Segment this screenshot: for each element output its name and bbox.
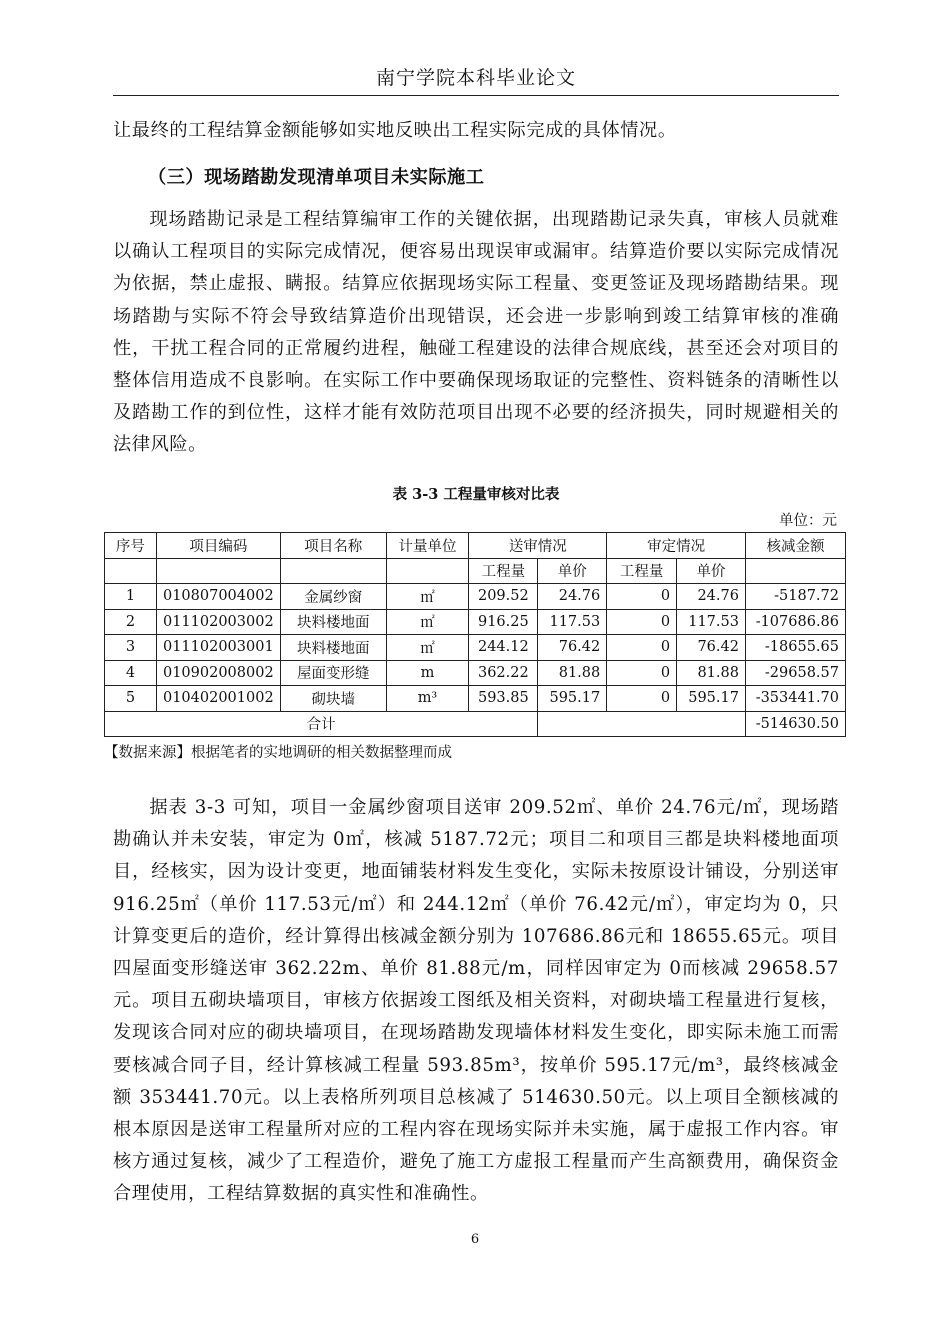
cell-code: 011102003002 bbox=[156, 609, 280, 635]
cell-seq: 4 bbox=[105, 660, 157, 686]
cell-approved-quantity: 0 bbox=[607, 584, 677, 610]
page-number: 6 bbox=[470, 1232, 480, 1247]
cell-name: 金属纱窗 bbox=[280, 584, 386, 610]
subheader-submitted-price: 单价 bbox=[538, 558, 607, 584]
audit-comparison-table bbox=[104, 532, 846, 737]
cell-code: 011102003001 bbox=[156, 635, 280, 661]
paragraph-1: 现场踏勘记录是工程结算编审工作的关键依据，出现踏勘记录失真，审核人员就难以确认工程项目的实际完成情况，便容易出现误审或漏审。结算造价要以实际完成情况为依据，禁止虚报、瞒报。结算应依据现场实际工程量、变更签证及现场踏勘结果。现场踏勘与实际不符会导致结算造价出现错误，还会进一步影响到竣工结算审核的准确性，干扰工程合同的正常履约进程，触碰工程建设的法律合规底线，甚至还会对项目的整体信用造成不良影响。在实际工作中要确保现场取证的完整性、资料链条的清晰性以及踏勘工作的到位性，这样才能有效防范项目出现不必要的经济损失，同时规避相关的法律风险。 bbox=[113, 209, 839, 456]
cell-seq: 1 bbox=[105, 584, 157, 610]
cell-reduction: -107686.86 bbox=[745, 609, 845, 635]
table-header-row bbox=[105, 533, 846, 559]
cell-name: 屋面变形缝 bbox=[280, 660, 386, 686]
header-seq: 序号 bbox=[105, 533, 157, 559]
header-unit: 计量单位 bbox=[386, 533, 469, 559]
cell-submitted-price: 81.88 bbox=[538, 660, 607, 686]
total-value: -514630.50 bbox=[745, 711, 845, 737]
header-submitted: 送审情况 bbox=[469, 533, 607, 559]
cell-unit: m³ bbox=[386, 686, 469, 712]
cell-submitted-quantity: 916.25 bbox=[469, 609, 538, 635]
cell-submitted-price: 76.42 bbox=[538, 635, 607, 661]
header-approved: 审定情况 bbox=[607, 533, 746, 559]
cell-submitted-quantity: 244.12 bbox=[469, 635, 538, 661]
cell-approved-quantity: 0 bbox=[607, 686, 677, 712]
cell-submitted-quantity: 593.85 bbox=[469, 686, 538, 712]
cell-submitted-quantity: 209.52 bbox=[469, 584, 538, 610]
cell-unit: m bbox=[386, 660, 469, 686]
table-row bbox=[105, 584, 846, 610]
cell-approved-price: 595.17 bbox=[677, 686, 746, 712]
header-name: 项目名称 bbox=[280, 533, 386, 559]
table-unit: 单位：元 bbox=[779, 513, 837, 529]
cell-code: 010902008002 bbox=[156, 660, 280, 686]
cell-submitted-price: 24.76 bbox=[538, 584, 607, 610]
source-note: 【数据来源】根据笔者的实地调研的相关数据整理而成 bbox=[104, 745, 452, 761]
cell-code: 010807004002 bbox=[156, 584, 280, 610]
cell-approved-quantity: 0 bbox=[607, 660, 677, 686]
cell-reduction: -18655.65 bbox=[745, 635, 845, 661]
cell-approved-quantity: 0 bbox=[607, 635, 677, 661]
cell-code: 010402001002 bbox=[156, 686, 280, 712]
intro-line: 让最终的工程结算金额能够如实地反映出工程实际完成的具体情况。 bbox=[113, 120, 677, 141]
cell-reduction: -353441.70 bbox=[745, 686, 845, 712]
cell-name: 块料楼地面 bbox=[280, 635, 386, 661]
paragraph-2: 据表 3-3 可知，项目一金属纱窗项目送审 209.52㎡、单价 24.76元/㎡，现场踏勘确认并未安装，审定为 0㎡，核减 5187.72元；项目二和项目三都是块料楼地面项目，经核实，因为设计变更，地面铺装材料发生变化，实际未按原设计铺设，分别送审 916.25㎡（单价 117.53元/㎡）和 244.12㎡（单价 76.42元/㎡），审定均为 0，只计算变更后的造价，经计算得出核减金额分别为 107686.86元和 18655.65元。项目四屋面变形缝送审 362.22m、单价 81.88元/m，同样因审定为 0而核减 29658.57元。项目五砌块墙项目，审核方依据竣工图纸及相关资料，对砌块墙工程量进行复核，发现该合同对应的砌块墙项目，在现场踏勘发现墙体材料发生变化，即实际未施工而需要核减合同子目，经计算核减工程量 593.85m³，按单价 595.17元/m³，最终核减金额 353441.70元。以上表格所列项目总核减了 514630.50元。以上项目全额核减的根本原因是送审工程量所对应的工程内容在现场实际并未实施，属于虚报工作内容。审核方通过复核，减少了工程造价，避免了施工方虚报工程量而产生高额费用，确保资金合理使用，工程结算数据的真实性和准确性。 bbox=[113, 797, 839, 1205]
table-caption: 表 3-3 工程量审核对比表 bbox=[392, 486, 560, 503]
table-row bbox=[105, 635, 846, 661]
cell-seq: 5 bbox=[105, 686, 157, 712]
cell-submitted-price: 117.53 bbox=[538, 609, 607, 635]
cell-unit: ㎡ bbox=[386, 635, 469, 661]
paragraph-block-2 bbox=[113, 792, 839, 1211]
cell-approved-price: 76.42 bbox=[677, 635, 746, 661]
header-code: 项目编码 bbox=[156, 533, 280, 559]
cell-approved-price: 81.88 bbox=[677, 660, 746, 686]
intro-paragraph bbox=[113, 115, 839, 147]
cell-submitted-quantity: 362.22 bbox=[469, 660, 538, 686]
cell-seq: 2 bbox=[105, 609, 157, 635]
table-row bbox=[105, 686, 846, 712]
table-row bbox=[105, 660, 846, 686]
header-reduction: 核减金额 bbox=[745, 533, 845, 559]
subheader-approved-price: 单价 bbox=[677, 558, 746, 584]
page-header: 南宁学院本科毕业论文 bbox=[113, 66, 839, 96]
table-row bbox=[105, 609, 846, 635]
cell-unit: ㎡ bbox=[386, 609, 469, 635]
cell-approved-price: 117.53 bbox=[677, 609, 746, 635]
cell-approved-quantity: 0 bbox=[607, 609, 677, 635]
cell-reduction: -5187.72 bbox=[745, 584, 845, 610]
section-heading: （三）现场踏勘发现清单项目未实际施工 bbox=[148, 167, 485, 188]
cell-seq: 3 bbox=[105, 635, 157, 661]
table-total-row bbox=[105, 711, 846, 737]
cell-submitted-price: 595.17 bbox=[538, 686, 607, 712]
subheader-approved-quantity: 工程量 bbox=[607, 558, 677, 584]
cell-unit: ㎡ bbox=[386, 584, 469, 610]
paragraph-block-1 bbox=[113, 204, 839, 462]
cell-approved-price: 24.76 bbox=[677, 584, 746, 610]
total-label: 合计 bbox=[105, 711, 538, 737]
table-subheader-row bbox=[105, 558, 846, 584]
cell-name: 块料楼地面 bbox=[280, 609, 386, 635]
cell-reduction: -29658.57 bbox=[745, 660, 845, 686]
subheader-submitted-quantity: 工程量 bbox=[469, 558, 538, 584]
cell-name: 砌块墙 bbox=[280, 686, 386, 712]
